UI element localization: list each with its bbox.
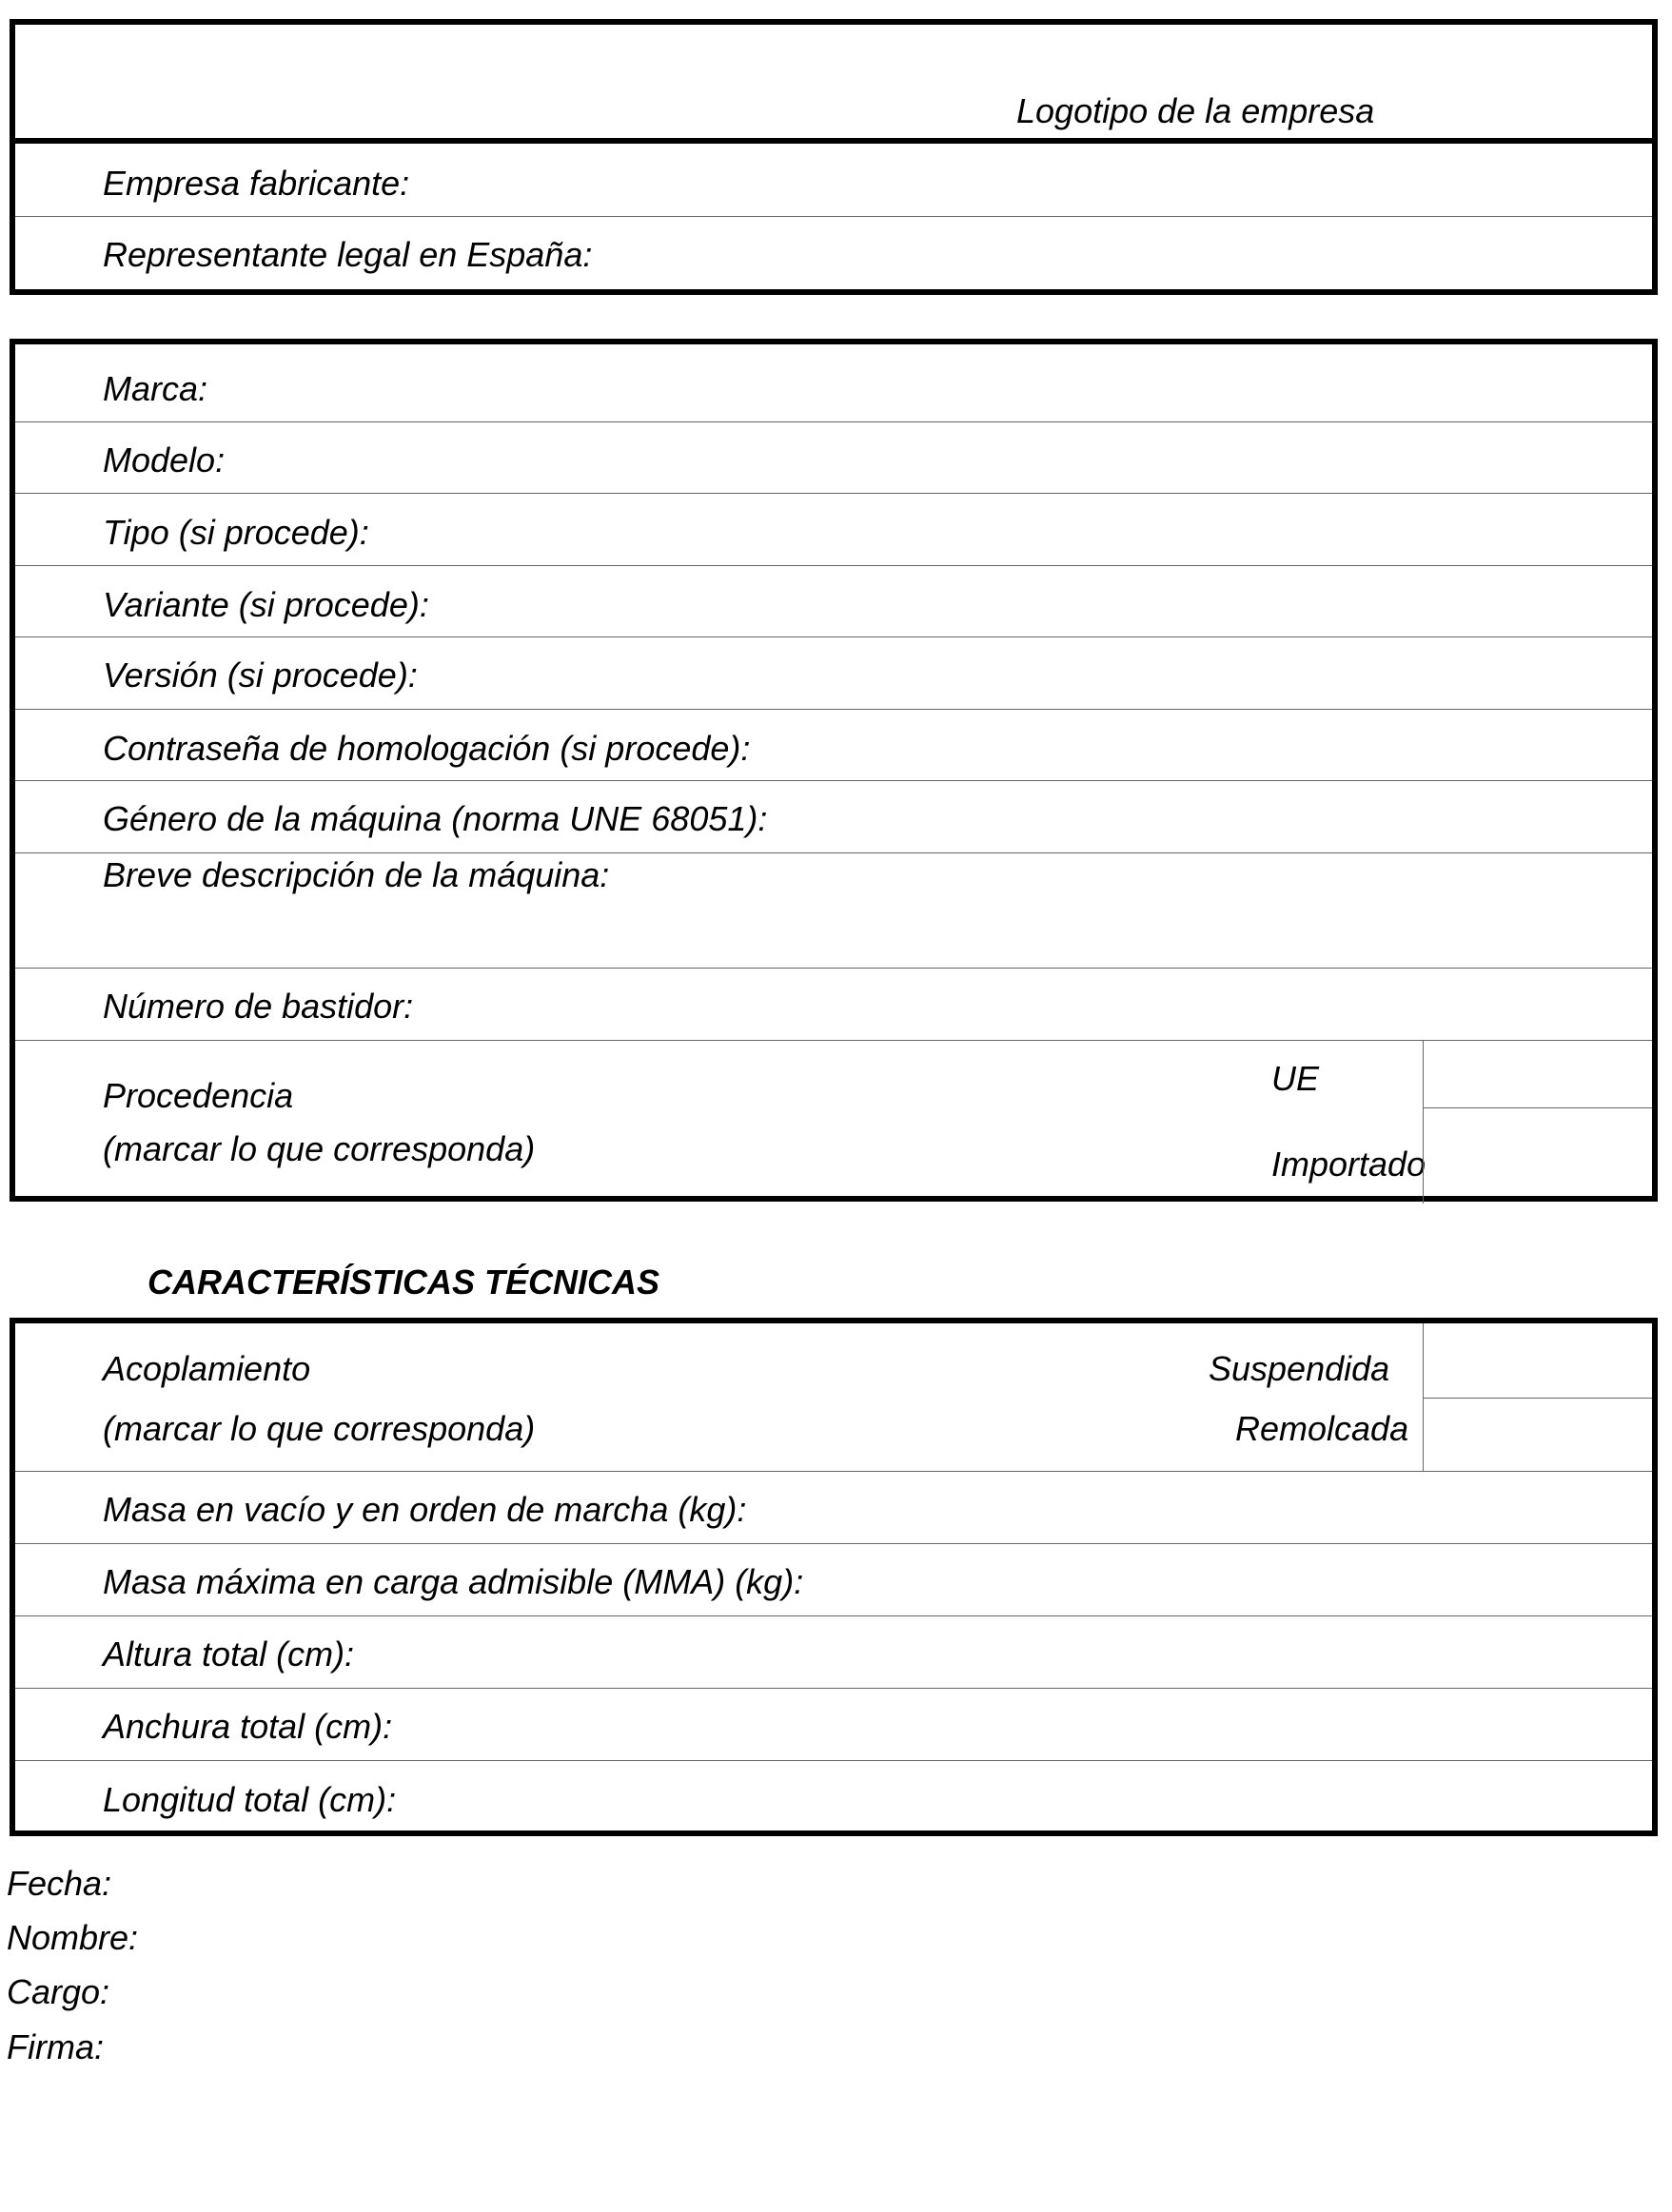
origin-option-imported-label: Importado xyxy=(1271,1145,1426,1184)
technical-characteristics-heading: CARACTERÍSTICAS TÉCNICAS xyxy=(148,1263,660,1302)
coupling-towed-checkbox[interactable] xyxy=(1424,1399,1652,1471)
coupling-row xyxy=(15,1323,1652,1472)
brand-row[interactable] xyxy=(15,344,1652,422)
chassis-number-row[interactable] xyxy=(15,969,1652,1041)
brand-label: Marca: xyxy=(103,369,208,408)
legal-representative-row[interactable] xyxy=(15,217,1652,289)
origin-ue-checkbox[interactable] xyxy=(1424,1041,1652,1108)
manufacturer-row[interactable] xyxy=(15,144,1652,217)
total-height-row[interactable] xyxy=(15,1616,1652,1689)
max-mass-row[interactable] xyxy=(15,1544,1652,1616)
total-length-label: Longitud total (cm): xyxy=(103,1780,397,1819)
position-field-label: Cargo: xyxy=(7,1972,110,2011)
logo-label: Logotipo de la empresa xyxy=(1016,91,1375,130)
origin-hint: (marcar lo que corresponda) xyxy=(103,1129,536,1168)
machine-genre-row[interactable] xyxy=(15,781,1652,853)
empty-mass-row[interactable] xyxy=(15,1472,1652,1544)
total-width-row[interactable] xyxy=(15,1689,1652,1761)
company-header-box xyxy=(10,19,1658,295)
coupling-option-towed-label: Remolcada xyxy=(1235,1409,1409,1448)
origin-row xyxy=(15,1041,1652,1204)
origin-checkbox-column xyxy=(1423,1041,1652,1204)
max-mass-label: Masa máxima en carga admisible (MMA) (kg): xyxy=(103,1562,804,1601)
coupling-suspended-checkbox[interactable] xyxy=(1424,1323,1652,1399)
manufacturer-label: Empresa fabricante: xyxy=(103,164,410,203)
origin-imported-checkbox[interactable] xyxy=(1424,1108,1652,1204)
description-label: Breve descripción de la máquina: xyxy=(103,855,610,894)
coupling-option-suspended-label: Suspendida xyxy=(1209,1349,1390,1388)
type-label: Tipo (si procede): xyxy=(103,513,369,552)
version-label: Versión (si procede): xyxy=(103,656,418,695)
legal-representative-label: Representante legal en España: xyxy=(103,235,593,274)
machine-identification-box xyxy=(10,339,1658,1202)
logo-row xyxy=(15,25,1652,144)
machine-genre-label: Género de la máquina (norma UNE 68051): xyxy=(103,799,768,838)
total-length-row[interactable] xyxy=(15,1761,1652,1830)
empty-mass-label: Masa en vacío y en orden de marcha (kg): xyxy=(103,1490,747,1529)
coupling-checkbox-column xyxy=(1423,1323,1652,1471)
signature-field-label: Firma: xyxy=(7,2027,104,2066)
coupling-hint: (marcar lo que corresponda) xyxy=(103,1409,536,1448)
version-row[interactable] xyxy=(15,637,1652,710)
homologation-label: Contraseña de homologación (si procede): xyxy=(103,729,751,768)
total-width-label: Anchura total (cm): xyxy=(103,1707,393,1746)
coupling-label: Acoplamiento xyxy=(103,1349,311,1388)
origin-label: Procedencia xyxy=(103,1076,294,1115)
model-row[interactable] xyxy=(15,422,1652,494)
date-field-label: Fecha: xyxy=(7,1864,112,1903)
total-height-label: Altura total (cm): xyxy=(103,1635,355,1674)
model-label: Modelo: xyxy=(103,440,226,480)
name-field-label: Nombre: xyxy=(7,1918,139,1957)
variant-row[interactable] xyxy=(15,566,1652,637)
variant-label: Variante (si procede): xyxy=(103,585,429,624)
chassis-number-label: Número de bastidor: xyxy=(103,987,414,1026)
type-row[interactable] xyxy=(15,494,1652,566)
technical-characteristics-box xyxy=(10,1318,1658,1836)
homologation-row[interactable] xyxy=(15,710,1652,781)
origin-option-ue-label: UE xyxy=(1271,1059,1320,1098)
description-row[interactable] xyxy=(15,853,1652,969)
